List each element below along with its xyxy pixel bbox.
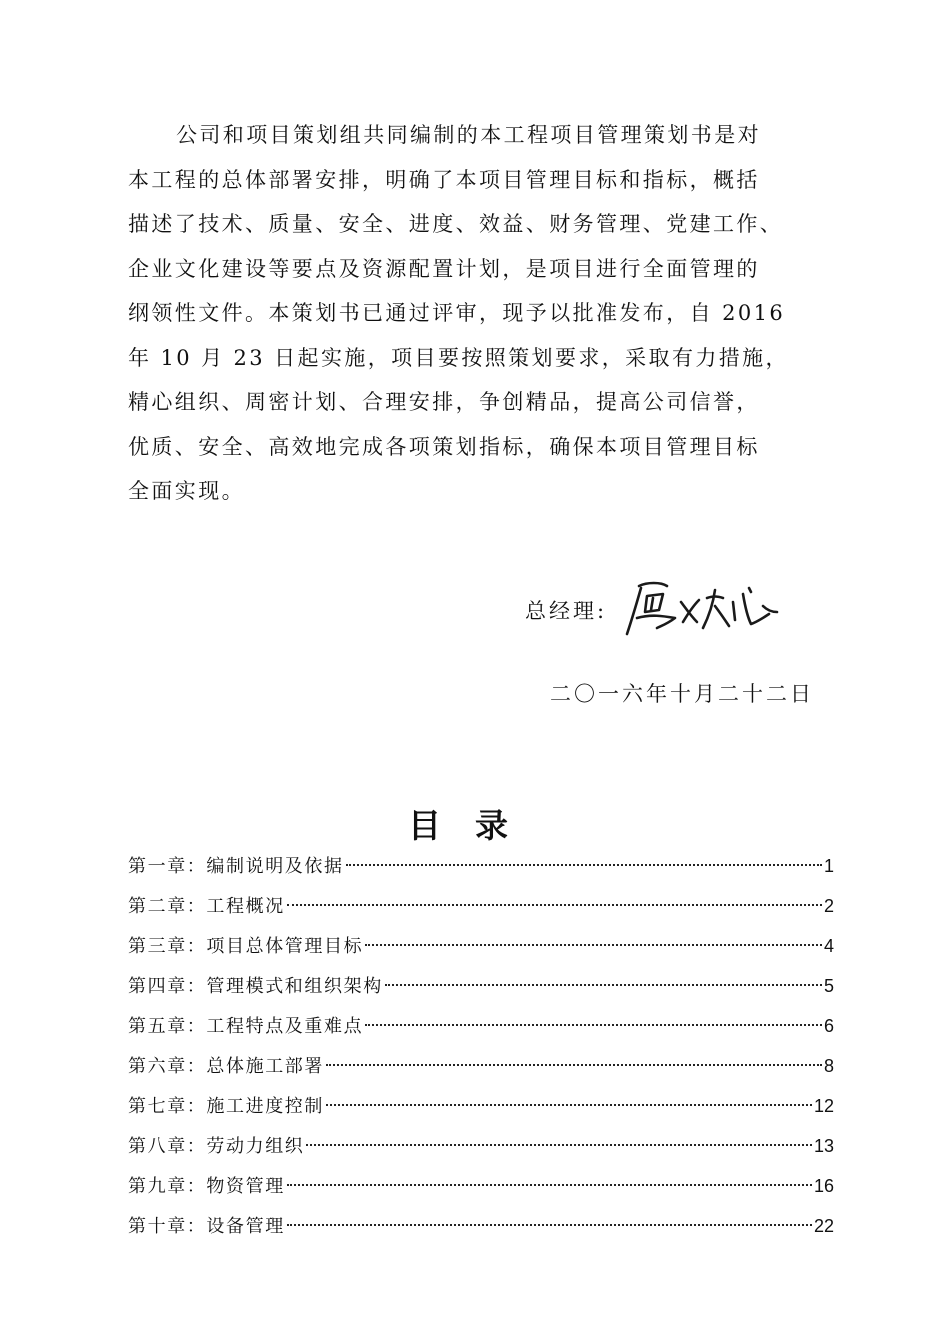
statement-line: 纲领性文件。本策划书已通过评审，现予以批准发布，自 2016	[128, 301, 786, 325]
toc-page-number: 13	[813, 1136, 834, 1156]
toc-entry[interactable]	[128, 1006, 834, 1046]
toc-dot-leader	[326, 1064, 822, 1066]
toc-page-number: 8	[823, 1056, 834, 1076]
statement-line: 年 10 月 23 日起实施，项目要按照策划要求，采取有力措施，	[128, 345, 789, 370]
toc-entry[interactable]	[128, 1046, 834, 1086]
signature-block	[525, 590, 607, 630]
statement-line: 描述了技术、质量、安全、进度、效益、财务管理、党建工作、	[128, 212, 784, 236]
toc-dot-leader	[287, 904, 822, 906]
toc-chapter-title: 第五章：工程特点及重难点	[128, 1016, 364, 1037]
toc-chapter-title: 第四章：管理模式和组织架构	[128, 976, 383, 997]
toc-page-number: 5	[823, 976, 834, 996]
toc-entry[interactable]	[128, 1206, 834, 1246]
toc-entry[interactable]	[128, 926, 834, 966]
toc-dot-leader	[365, 1024, 822, 1026]
toc-chapter-title: 第七章：施工进度控制	[128, 1096, 324, 1117]
statement-line: 优质、安全、高效地完成各项策划指标，确保本项目管理目标	[128, 434, 760, 459]
toc-dot-leader	[306, 1144, 812, 1146]
toc-dot-leader	[287, 1224, 812, 1226]
toc-page-number: 12	[813, 1096, 834, 1116]
toc-dot-leader	[365, 944, 822, 946]
handwritten-signature	[617, 576, 787, 646]
toc-chapter-title: 第八章：劳动力组织	[128, 1136, 305, 1157]
toc-page-number: 2	[823, 896, 834, 916]
toc-page-number: 6	[823, 1016, 834, 1036]
toc-chapter-title: 第九章：物资管理	[128, 1176, 285, 1197]
toc-title: 目录	[408, 806, 542, 845]
toc-entry[interactable]	[128, 886, 834, 926]
toc-dot-leader	[385, 984, 822, 986]
toc-chapter-title: 第六章：总体施工部署	[128, 1056, 324, 1077]
statement-line: 企业文化建设等要点及资源配置计划，是项目进行全面管理的	[128, 256, 760, 281]
general-manager-label: 总经理:	[525, 599, 608, 623]
toc-chapter-title: 第十章：设备管理	[128, 1216, 285, 1237]
toc-page-number: 16	[813, 1176, 834, 1196]
toc-page-number: 22	[813, 1216, 834, 1236]
toc-entry[interactable]	[128, 1126, 834, 1166]
toc-chapter-title: 第一章：编制说明及依据	[128, 856, 344, 877]
toc-entry[interactable]	[128, 1166, 834, 1206]
toc-entry[interactable]	[128, 846, 834, 886]
approval-statement	[128, 113, 840, 514]
table-of-contents	[128, 846, 834, 1246]
statement-line: 精心组织、周密计划、合理安排，争创精品，提高公司信誉，	[128, 390, 760, 414]
toc-chapter-title: 第二章：工程概况	[128, 896, 285, 917]
toc-page-number: 1	[823, 856, 834, 876]
statement-line: 全面实现。	[128, 479, 245, 503]
statement-line: 本工程的总体部署安排，明确了本项目管理目标和指标，概括	[128, 167, 760, 192]
toc-dot-leader	[326, 1104, 812, 1106]
issue-date: 二〇一六年十月二十二日	[550, 682, 814, 706]
statement-line: 公司和项目策划组共同编制的本工程项目管理策划书是对	[176, 123, 761, 147]
toc-chapter-title: 第三章：项目总体管理目标	[128, 936, 364, 957]
toc-entry[interactable]	[128, 1086, 834, 1126]
toc-page-number: 4	[823, 936, 834, 956]
toc-entry[interactable]	[128, 966, 834, 1006]
toc-dot-leader	[287, 1184, 812, 1186]
toc-dot-leader	[346, 864, 822, 866]
